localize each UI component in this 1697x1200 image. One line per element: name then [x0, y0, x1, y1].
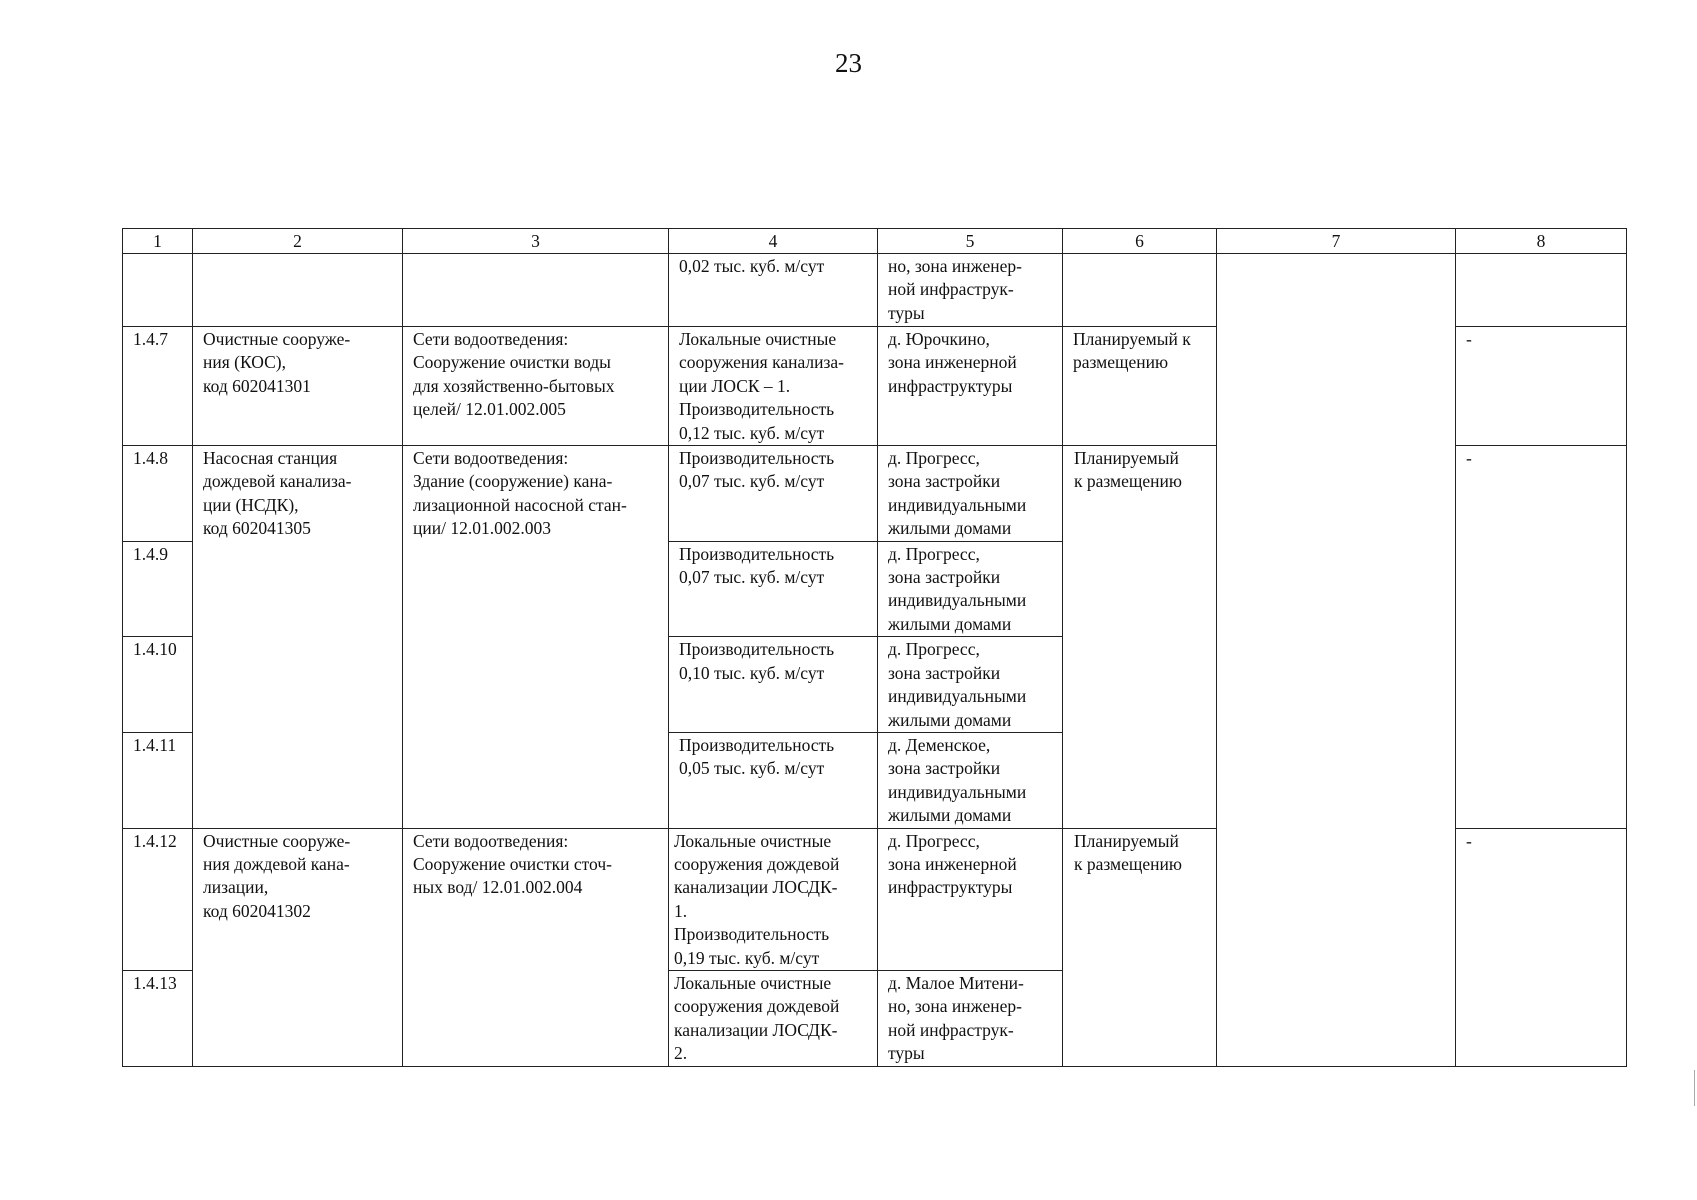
row-number: 1.4.12 — [123, 828, 193, 970]
location-cell: д. Прогресс, зона застройки индивидуальными жилыми домами — [878, 446, 1063, 542]
purpose-cell — [403, 254, 669, 327]
location-cell: д. Деменское, зона застройки индивидуальными жилыми домами — [878, 732, 1063, 828]
capacity-cell: Локальные очистные сооружения дождевой канализации ЛОСДК- 2. — [669, 970, 878, 1066]
header-cell-6: 6 — [1063, 229, 1217, 254]
capacity-cell: Производительность 0,07 тыс. куб. м/сут — [669, 446, 878, 542]
scan-edge-mark — [1694, 1070, 1695, 1106]
object-name-cell: Насосная станция дождевой канализа- ции (НСДК), код 602041305 — [193, 446, 403, 829]
location-cell: д. Прогресс, зона застройки индивидуальными жилыми домами — [878, 637, 1063, 733]
capacity-cell: Производительность 0,10 тыс. куб. м/сут — [669, 637, 878, 733]
status-cell — [1063, 254, 1217, 327]
page-number: 23 — [835, 48, 862, 78]
location-cell: д. Прогресс, зона застройки индивидуальными жилыми домами — [878, 541, 1063, 637]
col7-cell — [1217, 254, 1456, 1067]
status-cell: Планируемый к размещению — [1063, 327, 1217, 446]
purpose-cell: Сети водоотведения: Здание (сооружение) кана- лизационной насосной стан- ции/ 12.01.002.003 — [403, 446, 669, 829]
name-cell — [193, 254, 403, 327]
location-cell: д. Юрочкино, зона инженерной инфраструктуры — [878, 327, 1063, 446]
object-name-cell: Очистные сооруже- ния (КОС), код 602041301 — [193, 327, 403, 446]
header-row — [123, 229, 1627, 254]
row-number: 1.4.13 — [123, 970, 193, 1066]
capacity-cell: Локальные очистные сооружения канализа- ции ЛОСК – 1. Производительность 0,12 тыс. куб. м/сут — [669, 327, 878, 446]
location-cell: д. Прогресс, зона инженерной инфраструктуры — [878, 828, 1063, 970]
status-cell: Планируемый к размещению — [1063, 828, 1217, 1066]
object-name-cell: Очистные сооруже- ния дождевой кана- лизации, код 602041302 — [193, 828, 403, 1066]
col8-cell — [1456, 254, 1627, 327]
location-cell: но, зона инженер- ной инфраструк- туры — [878, 254, 1063, 327]
col8-cell: - — [1456, 446, 1627, 829]
row-number: 1.4.7 — [123, 327, 193, 446]
header-cell-4: 4 — [669, 229, 878, 254]
purpose-cell: Сети водоотведения: Сооружение очистки сточ- ных вод/ 12.01.002.004 — [403, 828, 669, 1066]
row-number: 1.4.8 — [123, 446, 193, 542]
header-cell-1: 1 — [123, 229, 193, 254]
status-cell: Планируемый к размещению — [1063, 446, 1217, 829]
header-cell-8: 8 — [1456, 229, 1627, 254]
col8-cell: - — [1456, 828, 1627, 1066]
row-number: 1.4.10 — [123, 637, 193, 733]
row-number: 1.4.11 — [123, 732, 193, 828]
purpose-cell: Сети водоотведения: Сооружение очистки воды для хозяйственно-бытовых целей/ 12.01.002.005 — [403, 327, 669, 446]
num-cell — [123, 254, 193, 327]
col8-cell: - — [1456, 327, 1627, 446]
header-cell-3: 3 — [403, 229, 669, 254]
planned-facilities-table — [122, 228, 1627, 1067]
capacity-cell: Производительность 0,05 тыс. куб. м/сут — [669, 732, 878, 828]
header-cell-7: 7 — [1217, 229, 1456, 254]
capacity-cell: Локальные очистные сооружения дождевой канализации ЛОСДК- 1. Производительность 0,19 тыс. куб. м/сут — [669, 828, 878, 970]
header-cell-5: 5 — [878, 229, 1063, 254]
table-row-continuation — [123, 254, 1627, 327]
location-cell: д. Малое Митени- но, зона инженер- ной инфраструк- туры — [878, 970, 1063, 1066]
capacity-cell: 0,02 тыс. куб. м/сут — [669, 254, 878, 327]
header-cell-2: 2 — [193, 229, 403, 254]
capacity-cell: Производительность 0,07 тыс. куб. м/сут — [669, 541, 878, 637]
row-number: 1.4.9 — [123, 541, 193, 637]
